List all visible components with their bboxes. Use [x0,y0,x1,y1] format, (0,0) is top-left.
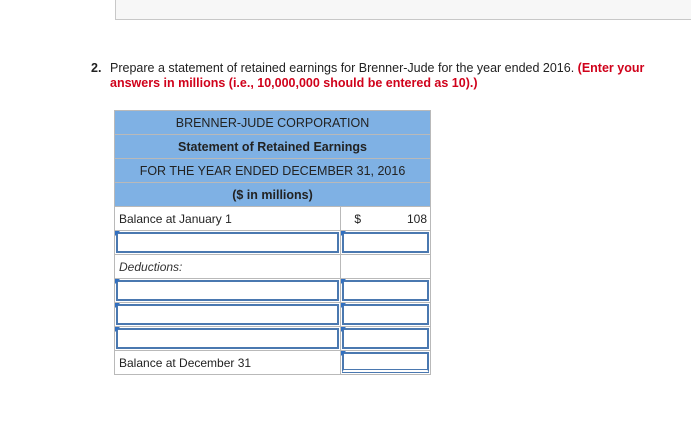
deduction-3-label-input[interactable] [116,328,339,349]
question-note-1: (Enter your [577,61,645,75]
previous-answer-box [115,0,691,20]
deduction-3-label-cell [115,327,341,351]
table-row [115,279,431,303]
dropdown-marker-icon [341,351,346,356]
deduction-2-label-input[interactable] [116,304,339,325]
company-name: BRENNER-JUDE CORPORATION [115,111,431,135]
deduction-3-amount-cell [341,327,431,351]
deduction-1-label-cell [115,279,341,303]
balance-january-value: 108 [406,212,427,226]
statement-period: FOR THE YEAR ENDED DECEMBER 31, 2016 [115,159,431,183]
question-text: Prepare a statement of retained earnings for Brenner-Jude for the year ended 2016. [110,61,575,75]
table-row [115,303,431,327]
deduction-1-amount-cell [341,279,431,303]
question-number: 2. [91,61,102,75]
statement-units: ($ in millions) [115,183,431,207]
addition-label-input[interactable] [116,232,339,253]
currency-symbol: $ [354,212,362,226]
balance-january-value-cell [341,207,431,231]
balance-december-label: Balance at December 31 [115,351,341,375]
addition-amount-cell [341,231,431,255]
addition-label-cell [115,231,341,255]
table-row [115,351,431,375]
statement-title: Statement of Retained Earnings [115,135,431,159]
dropdown-marker-icon [341,231,346,236]
balance-december-amount-cell [341,351,431,375]
deduction-2-amount-cell [341,303,431,327]
balance-january-label: Balance at January 1 [115,207,341,231]
dropdown-marker-icon [341,279,346,284]
balance-december-amount-input[interactable] [342,352,429,373]
retained-earnings-statement [114,110,431,375]
deductions-empty-cell [341,255,431,279]
deduction-2-label-cell [115,303,341,327]
dropdown-marker-icon [115,327,120,332]
deduction-1-amount-input[interactable] [342,280,429,301]
table-row [115,255,431,279]
addition-amount-input[interactable] [342,232,429,253]
question-prompt [91,61,681,91]
table-row [115,231,431,255]
table-row [115,327,431,351]
deduction-2-amount-input[interactable] [342,304,429,325]
dropdown-marker-icon [341,303,346,308]
dropdown-marker-icon [115,231,120,236]
question-note-2: answers in millions (i.e., 10,000,000 should be entered as 10).) [110,76,478,90]
deduction-1-label-input[interactable] [116,280,339,301]
deductions-label: Deductions: [115,255,341,279]
table-row [115,207,431,231]
dropdown-marker-icon [115,279,120,284]
dropdown-marker-icon [115,303,120,308]
deduction-3-amount-input[interactable] [342,328,429,349]
dropdown-marker-icon [341,327,346,332]
